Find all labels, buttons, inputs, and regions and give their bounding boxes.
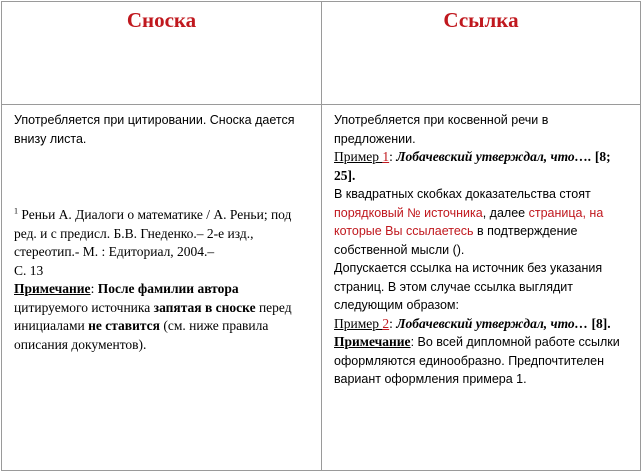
header-row <box>2 2 641 105</box>
left-note-text-2: перед инициалами <box>14 299 292 333</box>
example-2-number: 2 <box>382 315 390 331</box>
right-usage-text: Употребляется при косвенной речи в предложении. <box>334 113 549 146</box>
brackets-red-2: страница, на которые Вы ссылаетесь <box>334 205 604 238</box>
right-note <box>334 333 632 389</box>
left-header-title: Сноска <box>126 8 197 32</box>
footnote-paragraph <box>14 206 313 262</box>
example-1-number: 1 <box>382 149 390 164</box>
example-1-quote: Лобачевский утверждал, что…. <box>396 149 595 164</box>
left-header-cell <box>2 2 322 105</box>
left-note-bold-3: не ставится <box>88 318 160 333</box>
brackets-text-3: в подтверждение собственной мысли (). <box>334 224 578 257</box>
left-note-colon: : <box>90 281 98 296</box>
example-1 <box>334 148 632 185</box>
right-note-text: : Во всей дипломной работе ссылки оформляются единообразно. Предпочтителен вариант оформления примера 1. <box>334 335 620 386</box>
right-header-title: Ссылка <box>443 8 519 32</box>
brackets-text-1: В квадратных скобках доказательства стоят <box>334 187 591 201</box>
left-note-text-3: (см. ниже правила описания документов). <box>14 318 269 352</box>
left-note <box>14 280 313 354</box>
left-usage-text: Употребляется при цитировании. Сноска дается внизу листа. <box>14 113 295 146</box>
right-header-cell <box>322 2 641 105</box>
left-note-text-1: цитируемого источника <box>14 299 154 315</box>
example-2-colon: : <box>389 315 397 331</box>
brackets-red-1: порядковый № источника <box>334 205 483 220</box>
brackets-explanation <box>334 185 632 259</box>
footnote-page-ref: С. 13 <box>14 262 44 278</box>
body-row <box>2 105 641 471</box>
allowed-text: Допускается ссылка на источник без указания страниц. В этом случае ссылка выглядит следующим образом: <box>334 261 603 312</box>
example-2-label: Пример <box>334 315 383 331</box>
left-note-bold-1: После фамилии автора <box>97 281 239 296</box>
left-note-label: Примечание <box>14 281 91 296</box>
example-1-colon: : <box>389 149 397 164</box>
left-note-bold-2: запятая в сноске <box>153 299 256 315</box>
example-2-ref: [8]. <box>591 315 611 331</box>
example-1-label: Пример <box>334 149 383 164</box>
left-spacer <box>14 148 313 206</box>
footnote-mark: 1 <box>14 206 18 216</box>
comparison-table <box>1 1 641 471</box>
example-2 <box>334 315 632 334</box>
right-body-cell <box>322 105 641 471</box>
footnote-text: Реньи А. Диалоги о математике / А. Реньи; под ред. и с предисл. Б.В. Гнеденко.– 2-е изд., стереотип.- М. : Едиториал, 2004.– <box>14 207 292 259</box>
example-2-quote: Лобачевский утверждал, что… <box>396 315 592 331</box>
brackets-text-2: , далее <box>482 205 529 220</box>
left-body-cell <box>2 105 322 471</box>
right-note-label: Примечание <box>334 334 411 349</box>
example-1-ref: [8; 25]. <box>334 149 611 183</box>
